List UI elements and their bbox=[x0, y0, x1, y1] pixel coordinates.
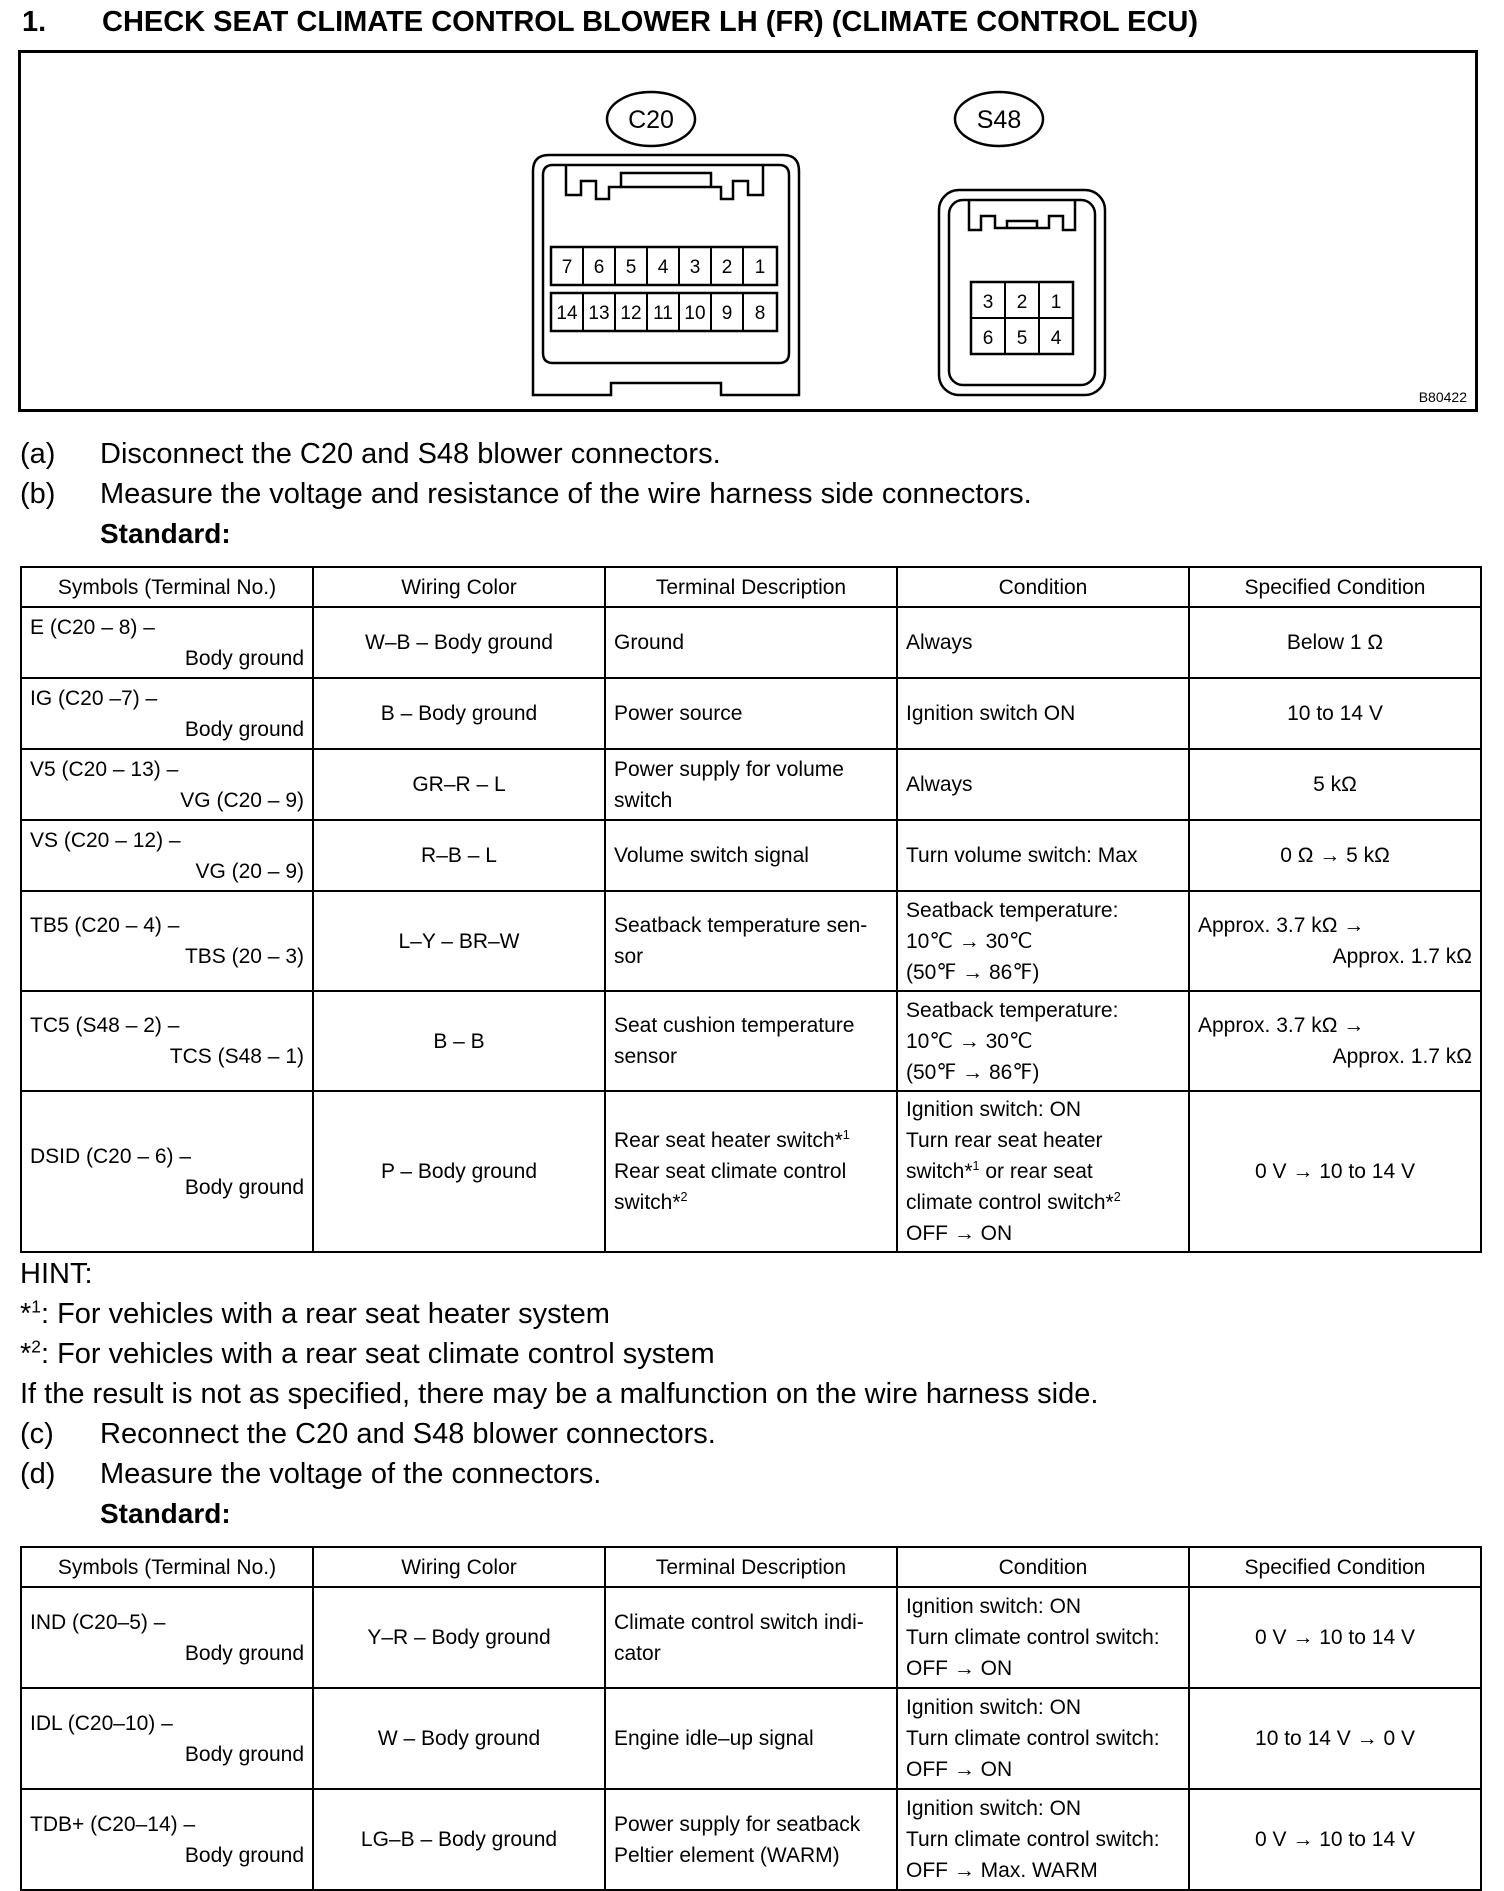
table-row bbox=[21, 891, 1481, 991]
condition-cell: Ignition switch ON bbox=[897, 678, 1189, 749]
s48-pin: 1 bbox=[1050, 292, 1062, 313]
connector-diagram bbox=[21, 53, 1481, 415]
wiring-color-cell: W–B – Body ground bbox=[313, 607, 605, 678]
figure-id: B80422 bbox=[1418, 389, 1467, 405]
condition-cell: Ignition switch: ON Turn climate control switch: OFF → ON bbox=[897, 1688, 1189, 1789]
description-cell: Engine idle–up signal bbox=[605, 1688, 897, 1789]
c20-pin: 8 bbox=[754, 303, 766, 324]
c20-pin: 2 bbox=[721, 257, 733, 278]
step-a bbox=[20, 438, 721, 471]
standard-label-2: Standard: bbox=[100, 1498, 231, 1529]
description-cell: Rear seat heater switch*$^1$ Rear seat climate control switch*$^2$ bbox=[605, 1091, 897, 1252]
symbol-cell: IDL (C20–10) – Body ground bbox=[21, 1688, 313, 1789]
c20-pin: 13 bbox=[588, 303, 610, 324]
symbol-cell: IG (C20 –7) – Body ground bbox=[21, 678, 313, 749]
step-text: Measure the voltage and resistance of the wire harness side connectors. bbox=[100, 478, 1032, 510]
standard-label: Standard: bbox=[100, 518, 231, 549]
spec-table-2 bbox=[20, 1546, 1482, 1891]
spec-cell: Approx. 3.7 kΩ → Approx. 1.7 kΩ bbox=[1189, 891, 1481, 991]
col-header: Specified Condition bbox=[1189, 567, 1481, 607]
spec-table-1 bbox=[20, 566, 1482, 1253]
s48-pin: 6 bbox=[982, 328, 994, 349]
table-row bbox=[21, 820, 1481, 891]
step-text: Measure the voltage of the connectors. bbox=[100, 1458, 602, 1490]
table-header-row bbox=[21, 1547, 1481, 1587]
spec-cell: 5 kΩ bbox=[1189, 749, 1481, 820]
spec-cell: 10 to 14 V → 0 V bbox=[1189, 1688, 1481, 1789]
spec-cell: 10 to 14 V bbox=[1189, 678, 1481, 749]
symbol-cell: V5 (C20 – 13) – VG (C20 – 9) bbox=[21, 749, 313, 820]
page-title bbox=[22, 6, 1198, 39]
condition-cell: Always bbox=[897, 607, 1189, 678]
s48-pin-numbers bbox=[983, 292, 1062, 349]
hint-title: HINT: bbox=[20, 1258, 93, 1290]
col-header: Wiring Color bbox=[313, 567, 605, 607]
col-header: Terminal Description bbox=[605, 1547, 897, 1587]
description-cell: Power source bbox=[605, 678, 897, 749]
table-row bbox=[21, 991, 1481, 1091]
spec-cell: 0 V → 10 to 14 V bbox=[1189, 1091, 1481, 1252]
spec-cell: 0 V → 10 to 14 V bbox=[1189, 1587, 1481, 1688]
col-header: Condition bbox=[897, 1547, 1189, 1587]
symbol-cell: TB5 (C20 – 4) – TBS (20 – 3) bbox=[21, 891, 313, 991]
c20-pin: 1 bbox=[754, 257, 766, 278]
wiring-color-cell: Y–R – Body ground bbox=[313, 1587, 605, 1688]
step-label: (c) bbox=[20, 1418, 54, 1450]
table-row bbox=[21, 749, 1481, 820]
step-label: (b) bbox=[20, 478, 56, 510]
title-number: 1. bbox=[22, 6, 47, 38]
s48-pin: 4 bbox=[1050, 328, 1062, 349]
condition-cell: Seatback temperature: 10℃ → 30℃ (50℉ → 86℉) bbox=[897, 991, 1189, 1091]
c20-label: C20 bbox=[628, 106, 674, 134]
c20-pin-numbers bbox=[556, 257, 765, 324]
description-cell: Power supply for seatback Peltier element (WARM) bbox=[605, 1789, 897, 1890]
symbol-cell: IND (C20–5) – Body ground bbox=[21, 1587, 313, 1688]
step-c bbox=[20, 1418, 716, 1451]
table-row bbox=[21, 1688, 1481, 1789]
table-header-row bbox=[21, 567, 1481, 607]
step-label: (d) bbox=[20, 1458, 56, 1490]
col-header: Specified Condition bbox=[1189, 1547, 1481, 1587]
col-header: Terminal Description bbox=[605, 567, 897, 607]
table-row bbox=[21, 1091, 1481, 1252]
col-header: Condition bbox=[897, 567, 1189, 607]
table-row bbox=[21, 607, 1481, 678]
symbol-cell: DSID (C20 – 6) – Body ground bbox=[21, 1091, 313, 1252]
description-cell: Power supply for volume switch bbox=[605, 749, 897, 820]
wiring-color-cell: W – Body ground bbox=[313, 1688, 605, 1789]
description-cell: Seat cushion temperature sensor bbox=[605, 991, 897, 1091]
col-header: Symbols (Terminal No.) bbox=[21, 567, 313, 607]
c20-pin: 9 bbox=[721, 303, 733, 324]
title-text: CHECK SEAT CLIMATE CONTROL BLOWER LH (FR) (CLIMATE CONTROL ECU) bbox=[102, 6, 1198, 38]
table-row bbox=[21, 1587, 1481, 1688]
condition-cell: Seatback temperature: 10℃ → 30℃ (50℉ → 86℉) bbox=[897, 891, 1189, 991]
condition-cell: Ignition switch: ON Turn rear seat heater switch*$^1$ or rear seat climate control switch*$^2$ OFF → ON bbox=[897, 1091, 1189, 1252]
c20-pin: 7 bbox=[561, 257, 573, 278]
c20-pin: 14 bbox=[556, 303, 578, 324]
s48-label: S48 bbox=[976, 106, 1022, 134]
table-row bbox=[21, 1789, 1481, 1890]
symbol-cell: TDB+ (C20–14) – Body ground bbox=[21, 1789, 313, 1890]
wiring-color-cell: L–Y – BR–W bbox=[313, 891, 605, 991]
wiring-color-cell: B – B bbox=[313, 991, 605, 1091]
step-b bbox=[20, 478, 1032, 511]
hint-result: If the result is not as specified, there may be a malfunction on the wire harness side. bbox=[20, 1378, 1099, 1410]
step-text: Reconnect the C20 and S48 blower connectors. bbox=[100, 1418, 716, 1450]
step-d bbox=[20, 1458, 601, 1491]
condition-cell: Ignition switch: ON Turn climate control switch: OFF → ON bbox=[897, 1587, 1189, 1688]
connector-figure bbox=[18, 50, 1478, 412]
spec-cell: 0 V → 10 to 14 V bbox=[1189, 1789, 1481, 1890]
col-header: Wiring Color bbox=[313, 1547, 605, 1587]
condition-cell: Always bbox=[897, 749, 1189, 820]
table-row bbox=[21, 678, 1481, 749]
description-cell: Climate control switch indi- cator bbox=[605, 1587, 897, 1688]
hint-note-2: *$^2$: For vehicles with a rear seat climate control system bbox=[20, 1336, 715, 1370]
symbol-cell: VS (C20 – 12) – VG (20 – 9) bbox=[21, 820, 313, 891]
c20-pin: 11 bbox=[653, 303, 673, 324]
description-cell: Volume switch signal bbox=[605, 820, 897, 891]
step-label: (a) bbox=[20, 438, 56, 470]
wiring-color-cell: LG–B – Body ground bbox=[313, 1789, 605, 1890]
s48-pin: 3 bbox=[982, 292, 994, 313]
c20-pin: 6 bbox=[593, 257, 605, 278]
description-cell: Ground bbox=[605, 607, 897, 678]
c20-pin: 3 bbox=[689, 257, 701, 278]
spec-cell: Approx. 3.7 kΩ → Approx. 1.7 kΩ bbox=[1189, 991, 1481, 1091]
s48-pin: 5 bbox=[1016, 328, 1028, 349]
wiring-color-cell: P – Body ground bbox=[313, 1091, 605, 1252]
step-text: Disconnect the C20 and S48 blower connectors. bbox=[100, 438, 721, 470]
symbol-cell: TC5 (S48 – 2) – TCS (S48 – 1) bbox=[21, 991, 313, 1091]
wiring-color-cell: B – Body ground bbox=[313, 678, 605, 749]
wiring-color-cell: R–B – L bbox=[313, 820, 605, 891]
c20-pin: 10 bbox=[684, 303, 706, 324]
condition-cell: Ignition switch: ON Turn climate control switch: OFF → Max. WARM bbox=[897, 1789, 1189, 1890]
symbol-cell: E (C20 – 8) – Body ground bbox=[21, 607, 313, 678]
col-header: Symbols (Terminal No.) bbox=[21, 1547, 313, 1587]
hint-note-1: *$^1$: For vehicles with a rear seat heater system bbox=[20, 1296, 610, 1330]
c20-pin: 4 bbox=[657, 257, 669, 278]
description-cell: Seatback temperature sen- sor bbox=[605, 891, 897, 991]
spec-cell: Below 1 Ω bbox=[1189, 607, 1481, 678]
wiring-color-cell: GR–R – L bbox=[313, 749, 605, 820]
c20-pin: 5 bbox=[625, 257, 637, 278]
condition-cell: Turn volume switch: Max bbox=[897, 820, 1189, 891]
spec-cell: 0 Ω → 5 kΩ bbox=[1189, 820, 1481, 891]
s48-pin: 2 bbox=[1016, 292, 1028, 313]
c20-pin: 12 bbox=[620, 303, 642, 324]
